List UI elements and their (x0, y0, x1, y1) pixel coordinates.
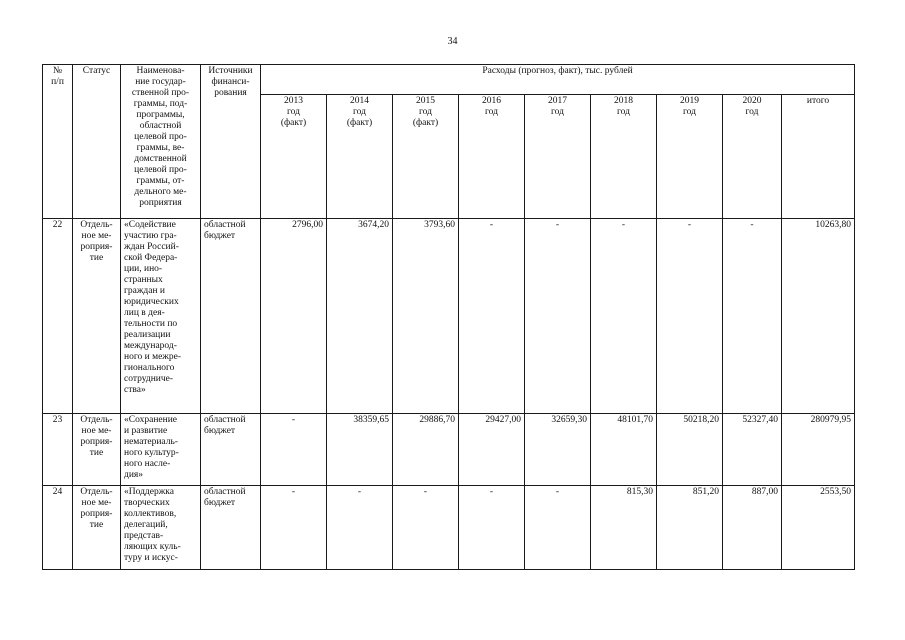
page-number: 34 (447, 36, 458, 47)
row-name-line: ции, ино- (124, 264, 163, 274)
header-year-2017 (525, 95, 591, 219)
year-line: год (485, 107, 498, 117)
header-name-line: Наименова- (136, 66, 185, 76)
row-status-line: тие (89, 253, 104, 263)
row-source-line: областной (204, 415, 246, 425)
row-name-line: лиц в дея- (124, 308, 165, 318)
row-value-2016: 29427,00 (459, 414, 525, 486)
row-status-line: роприя- (80, 437, 113, 447)
header-num-line: п/п (51, 77, 64, 87)
header-total-cell: итого (782, 95, 855, 219)
row-status-line: ное ме- (81, 231, 112, 241)
row-name-line: ляющих куль- (124, 542, 181, 552)
header-year-2015 (393, 95, 459, 219)
row-name-line: дия» (124, 470, 144, 480)
row-status-line: Отдель- (80, 220, 113, 230)
row-name-line: «Поддержка (124, 487, 174, 497)
header-num-line: № (52, 66, 63, 76)
row-value-2019: 851,20 (657, 486, 723, 570)
row-total: 10263,80 (782, 219, 855, 414)
row-status (73, 219, 121, 414)
row-source (201, 414, 261, 486)
year-line: год (419, 107, 432, 117)
row-value-2015: 3793,60 (393, 219, 459, 414)
year-line: год (551, 107, 564, 117)
header-name-cell (121, 65, 201, 219)
row-name-line: граждан и (124, 286, 166, 296)
table-row (43, 414, 855, 486)
year-line: 2019 (680, 96, 699, 106)
row-name-line: туру и искус- (124, 553, 178, 563)
row-name-line: гионального (124, 363, 175, 373)
row-status (73, 414, 121, 486)
row-value-2018: - (591, 219, 657, 414)
header-name-line: целевой про- (134, 132, 187, 142)
row-name (121, 414, 201, 486)
row-value-2019: - (657, 219, 723, 414)
year-line: год (287, 107, 300, 117)
row-name (121, 486, 201, 570)
header-name-line: ственной про- (131, 88, 190, 98)
row-value-2018: 48101,70 (591, 414, 657, 486)
row-name-line: ного культур- (124, 448, 179, 458)
header-year-2019 (657, 95, 723, 219)
row-name-line: ного и межре- (124, 352, 181, 362)
row-status (73, 486, 121, 570)
row-value-2013: - (261, 486, 327, 570)
table-row (43, 486, 855, 570)
year-line: год (353, 107, 366, 117)
header-year-2014 (327, 95, 393, 219)
row-source-line: областной (204, 220, 246, 230)
year-line: 2013 (284, 96, 303, 106)
row-value-2015: 29886,70 (393, 414, 459, 486)
row-name-line: ской Федера- (124, 253, 178, 263)
header-name-line: граммы, ве- (136, 143, 185, 153)
row-value-2017: 32659,30 (525, 414, 591, 486)
row-total: 2553,50 (782, 486, 855, 570)
header-year-2016 (459, 95, 525, 219)
row-num: 22 (43, 219, 73, 414)
year-line: 2020 (742, 96, 762, 106)
row-value-2014: 38359,65 (327, 414, 393, 486)
row-name-line: тельности по (124, 319, 178, 329)
row-name-line: участию гра- (124, 231, 177, 241)
year-line: год (683, 107, 696, 117)
year-line: 2014 (350, 96, 369, 106)
row-value-2015: - (393, 486, 459, 570)
row-value-2019: 50218,20 (657, 414, 723, 486)
header-year-2013 (261, 95, 327, 219)
header-source-line: Источники (208, 66, 253, 76)
year-line: год (617, 107, 630, 117)
header-name-line: граммы, от- (136, 176, 185, 186)
row-value-2014: 3674,20 (327, 219, 393, 414)
header-expenses-cell: Расходы (прогноз, факт), тыс. рублей (261, 65, 855, 95)
row-value-2016: - (459, 219, 525, 414)
row-value-2017: - (525, 219, 591, 414)
row-value-2020: 52327,40 (723, 414, 782, 486)
row-name-line: юридических (124, 297, 179, 307)
year-line: 2015 (416, 96, 435, 106)
row-value-2020: - (723, 219, 782, 414)
header-num-cell (43, 65, 73, 219)
year-line: год (745, 107, 759, 117)
row-status-line: ное ме- (81, 426, 112, 436)
row-status-line: тие (89, 448, 104, 458)
row-total: 280979,95 (782, 414, 855, 486)
row-name-line: делегаций, (124, 520, 168, 530)
row-value-2020: 887,00 (723, 486, 782, 570)
header-name-line: программы, (136, 110, 185, 120)
row-name-line: ждан Россий- (124, 242, 179, 252)
row-status-line: Отдель- (80, 415, 113, 425)
row-value-2018: 815,30 (591, 486, 657, 570)
row-name-line: коллективов, (124, 509, 177, 519)
year-line: (факт) (280, 118, 307, 128)
row-value-2014: - (327, 486, 393, 570)
year-line: 2018 (614, 96, 633, 106)
row-source (201, 486, 261, 570)
row-num: 23 (43, 414, 73, 486)
row-num: 24 (43, 486, 73, 570)
year-line: 2017 (548, 96, 567, 106)
header-year-2020 (723, 95, 782, 219)
row-name-line: творческих (124, 498, 170, 508)
row-name-line: реализации (124, 330, 171, 340)
row-source-line: областной (204, 487, 246, 497)
header-name-line: целевой про- (134, 165, 187, 175)
row-source (201, 219, 261, 414)
row-status-line: ное ме- (81, 498, 112, 508)
header-source-line: финанси- (211, 77, 250, 87)
row-source-line: бюджет (204, 426, 236, 436)
row-value-2016: - (459, 486, 525, 570)
year-line: (факт) (346, 118, 373, 128)
row-name-line: «Сохранение (124, 415, 178, 425)
header-year-2018 (591, 95, 657, 219)
year-line: (факт) (412, 118, 439, 128)
budget-table (42, 64, 855, 570)
row-name-line: и развитие (124, 426, 168, 436)
header-row-top (43, 65, 855, 95)
year-line: 2016 (482, 96, 501, 106)
table-row (43, 219, 855, 414)
header-name-line: домственной (134, 154, 187, 164)
row-value-2017: - (525, 486, 591, 570)
row-status-line: тие (89, 520, 104, 530)
header-name-line: ние государ- (135, 77, 186, 87)
header-status-cell: Статус (73, 65, 121, 219)
row-name-line: «Содействие (124, 220, 176, 230)
row-name-line: международ- (124, 341, 177, 351)
row-name-line: ного насле- (124, 459, 171, 469)
header-source-cell (201, 65, 261, 219)
header-name-line: областной (139, 121, 182, 131)
row-value-2013: 2796,00 (261, 219, 327, 414)
header-source-line: рования (214, 88, 247, 98)
header-name-line: граммы, под- (133, 99, 188, 109)
row-name-line: странных (124, 275, 163, 285)
row-value-2013: - (261, 414, 327, 486)
row-name-line: ства» (124, 385, 146, 395)
row-source-line: бюджет (204, 498, 236, 508)
header-name-line: дельного ме- (134, 187, 187, 197)
row-status-line: Отдель- (80, 487, 113, 497)
row-name (121, 219, 201, 414)
row-name-line: нематериаль- (124, 437, 178, 447)
row-name-line: представ- (124, 531, 164, 541)
header-name-line: роприятия (139, 198, 182, 208)
row-status-line: роприя- (80, 242, 113, 252)
row-status-line: роприя- (80, 509, 113, 519)
row-source-line: бюджет (204, 231, 236, 241)
row-name-line: сотрудниче- (124, 374, 174, 384)
